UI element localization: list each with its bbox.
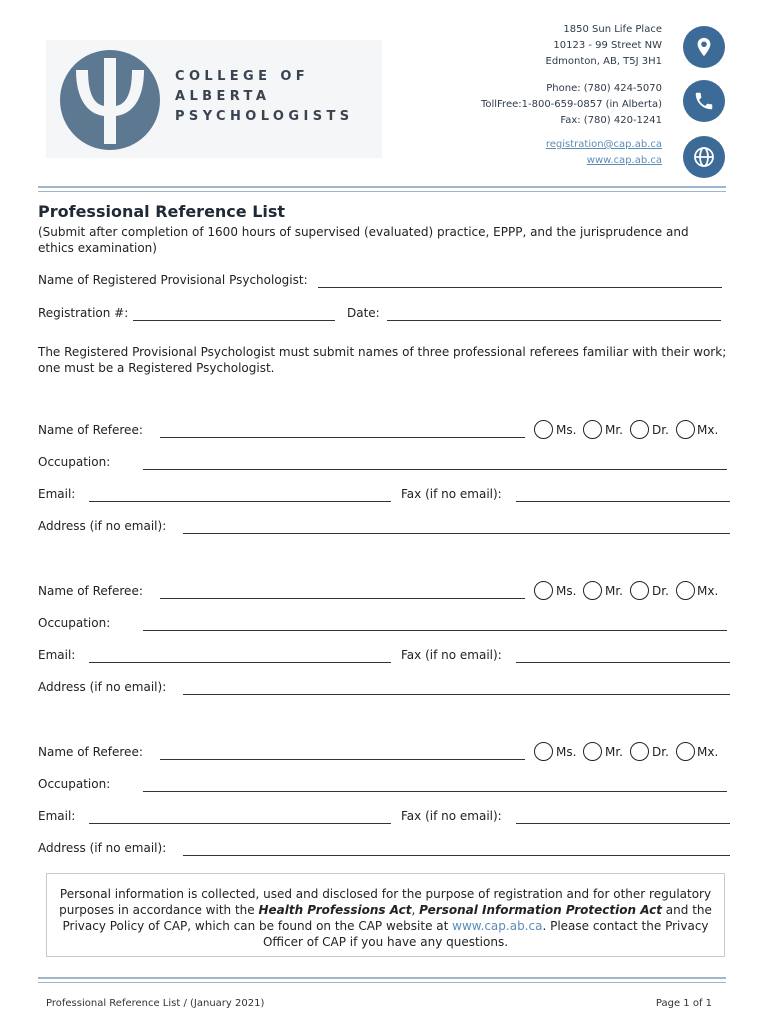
privacy-notice <box>46 873 725 957</box>
tollfree-line: TollFree:1-800-659-0857 (in Alberta) <box>480 99 662 110</box>
title-label-mx: Mx. <box>697 745 719 759</box>
org-name-line: ALBERTA <box>175 89 271 104</box>
address-label: Address (if no email): <box>38 680 167 694</box>
org-name-line: COLLEGE OF <box>175 69 310 84</box>
address-block <box>546 22 663 70</box>
psi-logo-icon <box>58 48 162 152</box>
title-label-mx: Mx. <box>697 584 719 598</box>
title-radio-ms[interactable] <box>534 581 553 600</box>
title-label-ms: Ms. <box>556 423 577 437</box>
address-line: 10123 - 99 Street NW <box>553 40 662 51</box>
occupation-field[interactable] <box>143 790 727 792</box>
notice-act-name: Health Professions Act <box>258 903 412 917</box>
instructions-text: The Registered Provisional Psychologist must submit names of three professional referees familiar with their work; one must be a Registered Psychologist. <box>38 345 727 375</box>
title-radio-dr[interactable] <box>630 420 649 439</box>
occupation-field[interactable] <box>143 468 727 470</box>
phone-block <box>481 81 662 129</box>
title-label-ms: Ms. <box>556 584 577 598</box>
fax-field[interactable] <box>516 500 730 502</box>
phone-icon <box>683 80 725 122</box>
fax-label: Fax (if no email): <box>401 648 502 662</box>
title-radio-mr[interactable] <box>583 742 602 761</box>
registration-field[interactable] <box>133 319 335 321</box>
website-link[interactable]: www.cap.ab.ca <box>586 155 662 166</box>
fax-label: Fax (if no email): <box>401 487 502 501</box>
org-name-line: PSYCHOLOGISTS <box>175 109 354 124</box>
date-field[interactable] <box>387 319 721 321</box>
notice-text: . Please contact the Privacy Officer of CAP if you have any questions. <box>262 919 709 949</box>
title-radio-mx[interactable] <box>676 581 695 600</box>
phone-line: Phone: (780) 424-5070 <box>546 83 662 94</box>
address-field[interactable] <box>183 854 730 856</box>
email-label: Email: <box>38 648 76 662</box>
referee-name-label: Name of Referee: <box>38 745 143 759</box>
email-link[interactable]: registration@cap.ab.ca <box>545 139 662 150</box>
fax-field[interactable] <box>516 661 730 663</box>
email-field[interactable] <box>89 822 391 824</box>
referee-name-field[interactable] <box>160 597 525 599</box>
title-label-mr: Mr. <box>605 423 623 437</box>
address-label: Address (if no email): <box>38 519 167 533</box>
location-pin-icon <box>683 26 725 68</box>
occupation-label: Occupation: <box>38 455 111 469</box>
footer-document-name: Professional Reference List / (January 2021) <box>46 998 265 1009</box>
title-radio-mr[interactable] <box>583 581 602 600</box>
header-divider <box>38 186 726 188</box>
address-line: 1850 Sun Life Place <box>563 24 662 35</box>
globe-icon <box>683 136 725 178</box>
title-label-mx: Mx. <box>697 423 719 437</box>
address-line: Edmonton, AB, T5J 3H1 <box>545 56 662 67</box>
email-field[interactable] <box>89 500 391 502</box>
address-field[interactable] <box>183 532 730 534</box>
applicant-name-label: Name of Registered Provisional Psychologist: <box>38 273 308 287</box>
email-label: Email: <box>38 487 76 501</box>
title-radio-mx[interactable] <box>676 742 695 761</box>
title-label-dr: Dr. <box>652 745 669 759</box>
fax-field[interactable] <box>516 822 730 824</box>
title-label-ms: Ms. <box>556 745 577 759</box>
title-radio-mr[interactable] <box>583 420 602 439</box>
title-radio-ms[interactable] <box>534 420 553 439</box>
fax-line: Fax: (780) 420-1241 <box>560 115 662 126</box>
title-label-dr: Dr. <box>652 423 669 437</box>
notice-text: , <box>411 903 420 917</box>
applicant-name-field[interactable] <box>318 286 722 288</box>
header-divider-thin <box>38 191 726 192</box>
notice-act-name: Personal Information Protection Act <box>419 903 662 917</box>
date-label: Date: <box>347 306 380 320</box>
page-title: Professional Reference List <box>38 202 286 221</box>
footer-divider-thin <box>38 982 726 983</box>
email-field[interactable] <box>89 661 391 663</box>
address-label: Address (if no email): <box>38 841 167 855</box>
cap-website-link[interactable]: www.cap.ab.ca <box>452 919 543 933</box>
occupation-label: Occupation: <box>38 616 111 630</box>
title-radio-ms[interactable] <box>534 742 553 761</box>
registration-label: Registration #: <box>38 306 129 320</box>
footer-page-number: Page 1 of 1 <box>655 998 712 1009</box>
occupation-label: Occupation: <box>38 777 111 791</box>
address-field[interactable] <box>183 693 730 695</box>
org-name <box>175 67 354 127</box>
referee-name-field[interactable] <box>160 436 525 438</box>
occupation-field[interactable] <box>143 629 727 631</box>
title-radio-dr[interactable] <box>630 742 649 761</box>
notice-text: and the Privacy Policy of CAP, which can be found on the CAP website at <box>62 903 712 933</box>
referee-name-label: Name of Referee: <box>38 423 143 437</box>
title-label-mr: Mr. <box>605 745 623 759</box>
title-radio-dr[interactable] <box>630 581 649 600</box>
title-label-mr: Mr. <box>605 584 623 598</box>
referee-name-field[interactable] <box>160 758 525 760</box>
email-label: Email: <box>38 809 76 823</box>
referee-name-label: Name of Referee: <box>38 584 143 598</box>
fax-label: Fax (if no email): <box>401 809 502 823</box>
footer-divider <box>38 977 726 979</box>
web-block <box>546 137 662 169</box>
notice-text: Personal information is collected, used and disclosed for the purpose of registration and for other regulatory purposes in accordance with the <box>59 887 712 917</box>
title-label-dr: Dr. <box>652 584 669 598</box>
page-subtitle: (Submit after completion of 1600 hours of supervised (evaluated) practice, EPPP, and the jurisprudence and ethics examination) <box>38 225 689 255</box>
title-radio-mx[interactable] <box>676 420 695 439</box>
